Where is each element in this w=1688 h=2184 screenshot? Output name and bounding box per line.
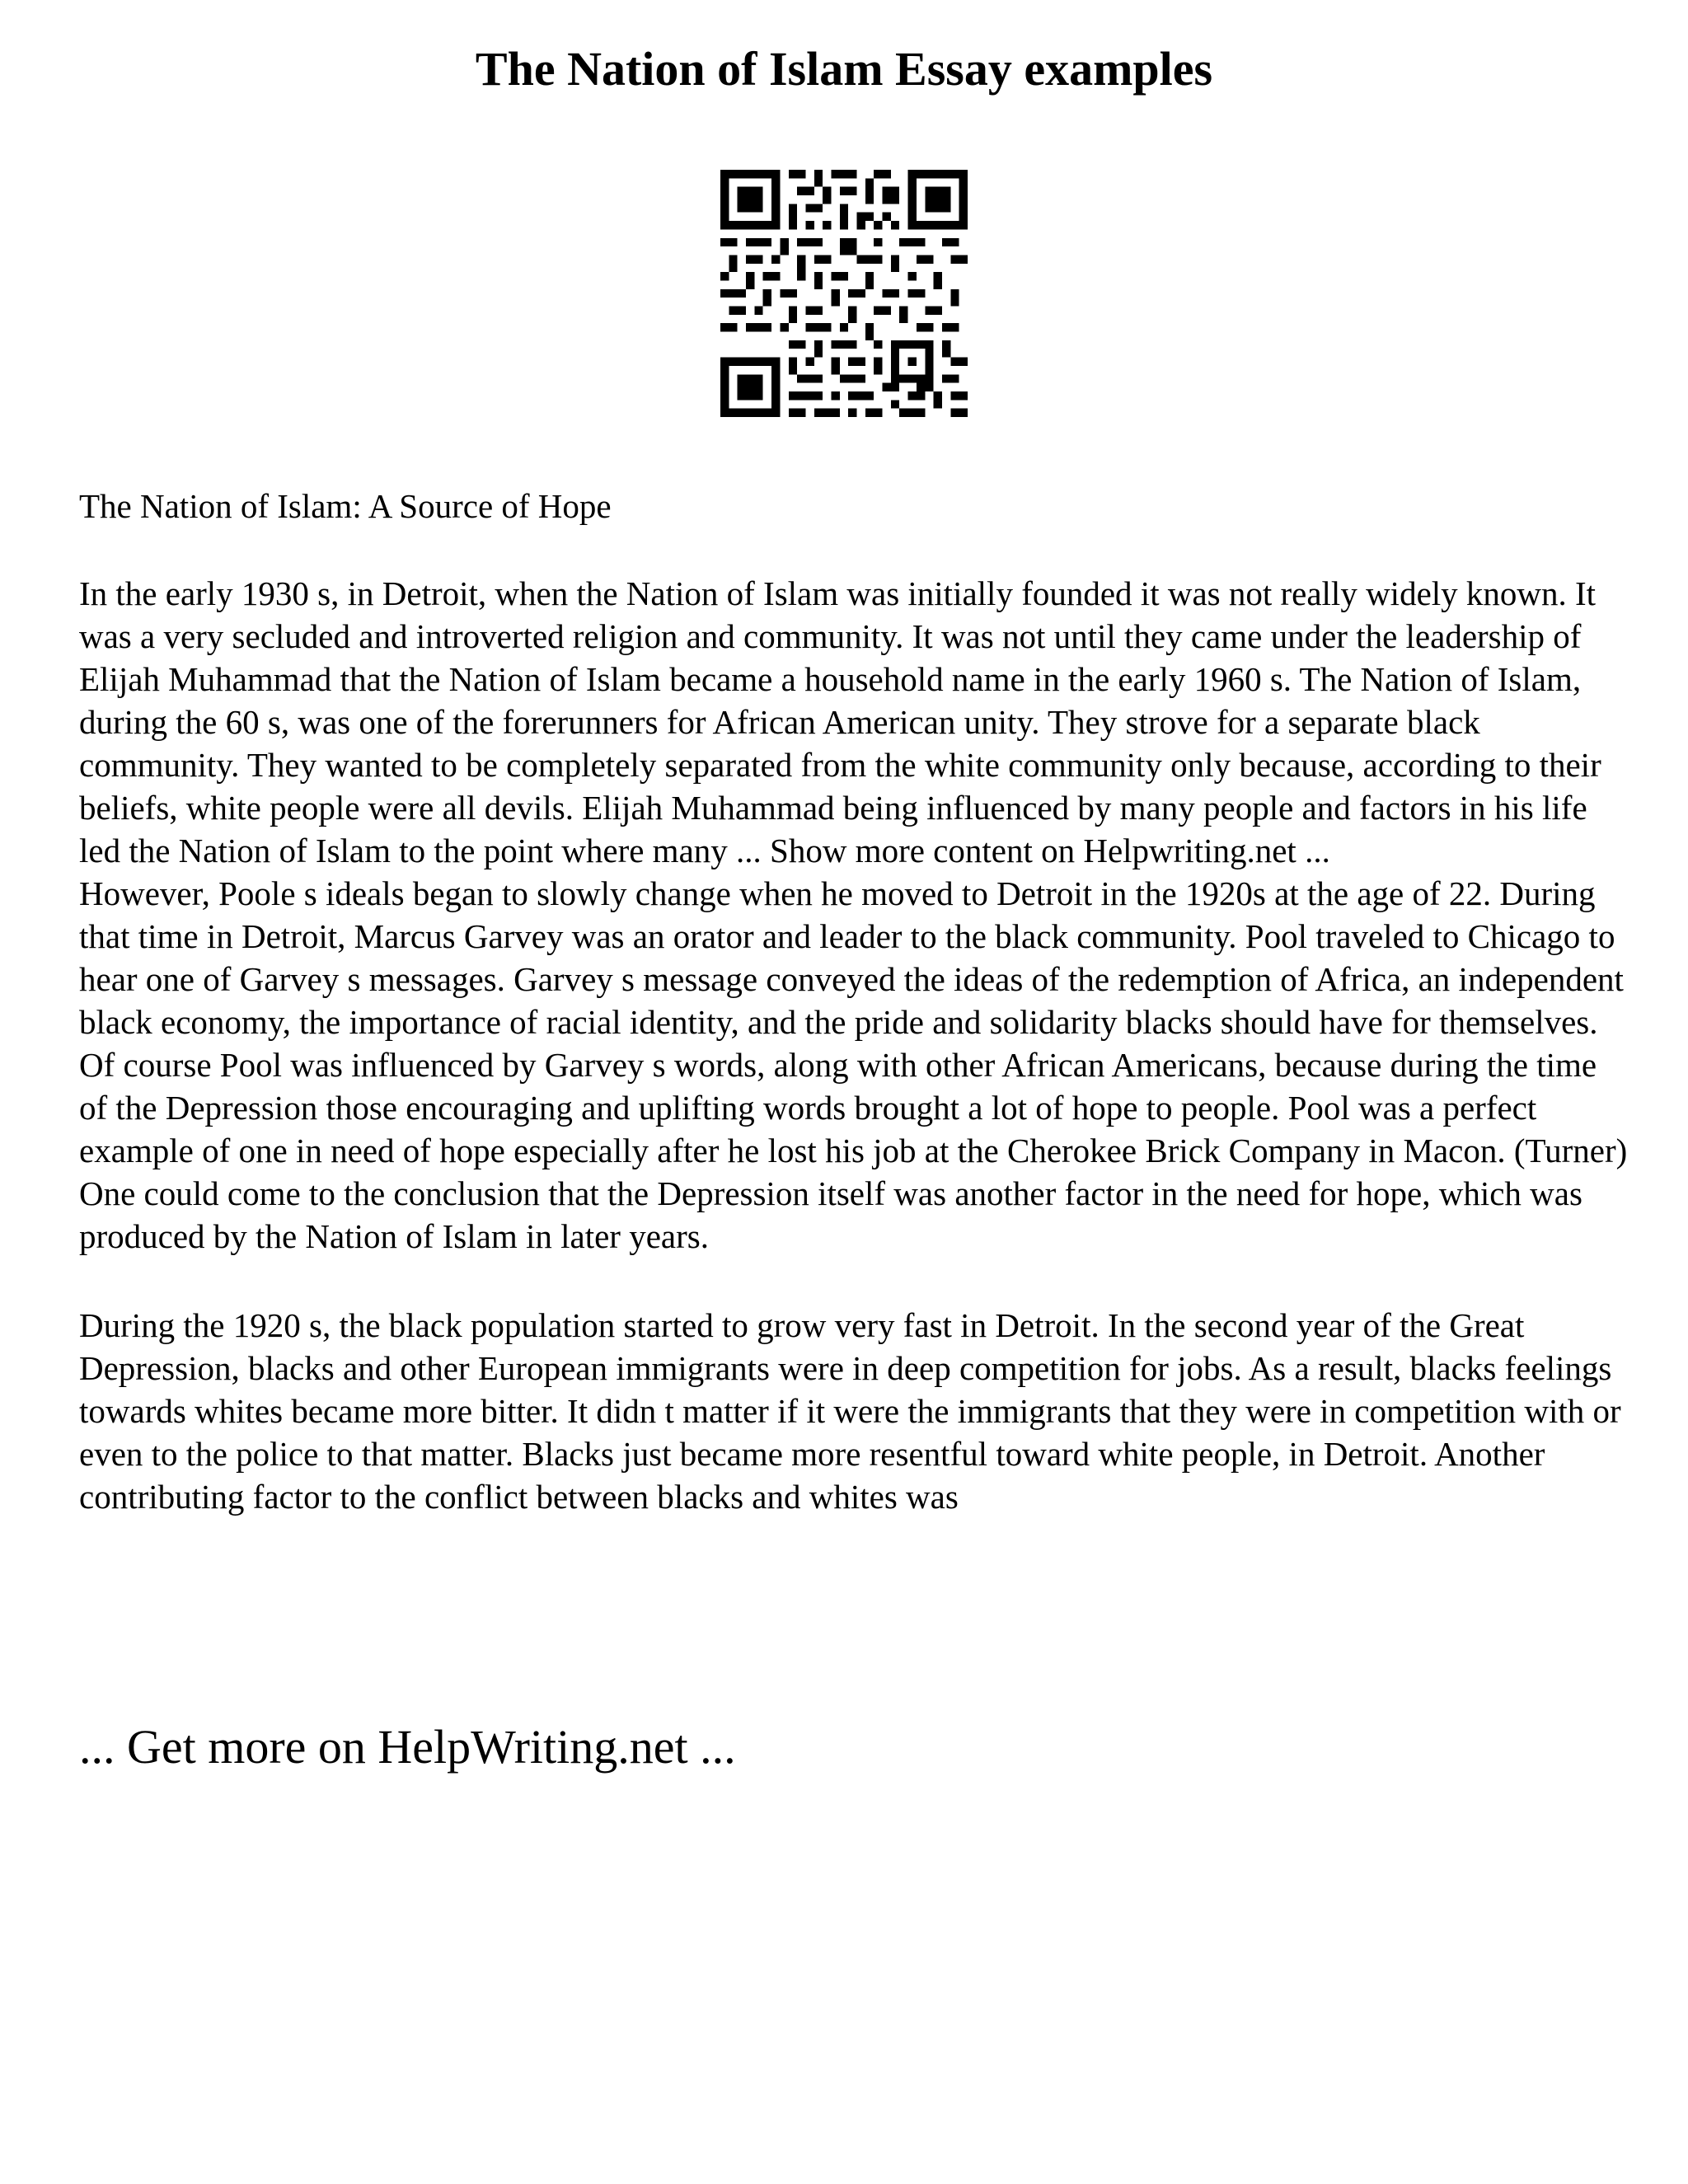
essay-paragraph: In the early 1930 s, in Detroit, when the Nation of Islam was initially founded it was not really widely known. It was a very secluded and introverted religion and community. It was not until they came under the leadership of Elijah Muhammad that the Nation of Islam became a household name in the early 1960 s. The Nation of Islam, during the 60 s, was one of the forerunners for African American unity. They strove for a separate black community. They wanted to be completely separated from the white community only because, according to their beliefs, white people were all devils. Elijah Muhammad being influenced by many people and factors in his life led the Nation of Islam to the point where many ... Show more content on Helpwriting.net ... However, Poole s ideals began to slowly change when he moved to Detroit in the 1920s at the age of 22. During that time in Detroit, Marcus Garvey was an orator and leader to the black community. Pool traveled to Chicago to hear one of Garvey s messages. Garvey s message conveyed the ideas of the redemption of Africa, an independent black economy, the importance of racial identity, and the pride and solidarity blacks should have for themselves. Of course Pool was influenced by Garvey s words, along with other African Americans, because during the time of the Depression those encouraging and uplifting words brought a lot of hope to people. Pool was a perfect example of one in need of hope especially after he lost his job at the Cherokee Brick Company in Macon. (Turner) One could come to the conclusion that the Depression itself was another factor in the need for hope, which was produced by the Nation of Islam in later years. [79, 574, 1628, 1255]
essay-subtitle: The Nation of Islam: A Source of Hope [79, 487, 612, 525]
qr-code-icon [720, 170, 968, 417]
qr-code-graphic [720, 170, 968, 417]
essay-paragraph: During the 1920 s, the black population started to grow very fast in Detroit. In the second year of the Great Depression, blacks and other European immigrants were in deep competition for jobs. As a result, blacks feelings towards whites became more bitter. It didn t matter if it were the immigrants that they were in competition with or even to the police to that matter. Blacks just became more resentful toward white people, in Detroit. Another contributing factor to the conflict between blacks and whites was [79, 1306, 1621, 1516]
page-title: The Nation of Islam Essay examples [475, 42, 1213, 96]
get-more-link[interactable]: ... Get more on HelpWriting.net ... [79, 1720, 736, 1774]
